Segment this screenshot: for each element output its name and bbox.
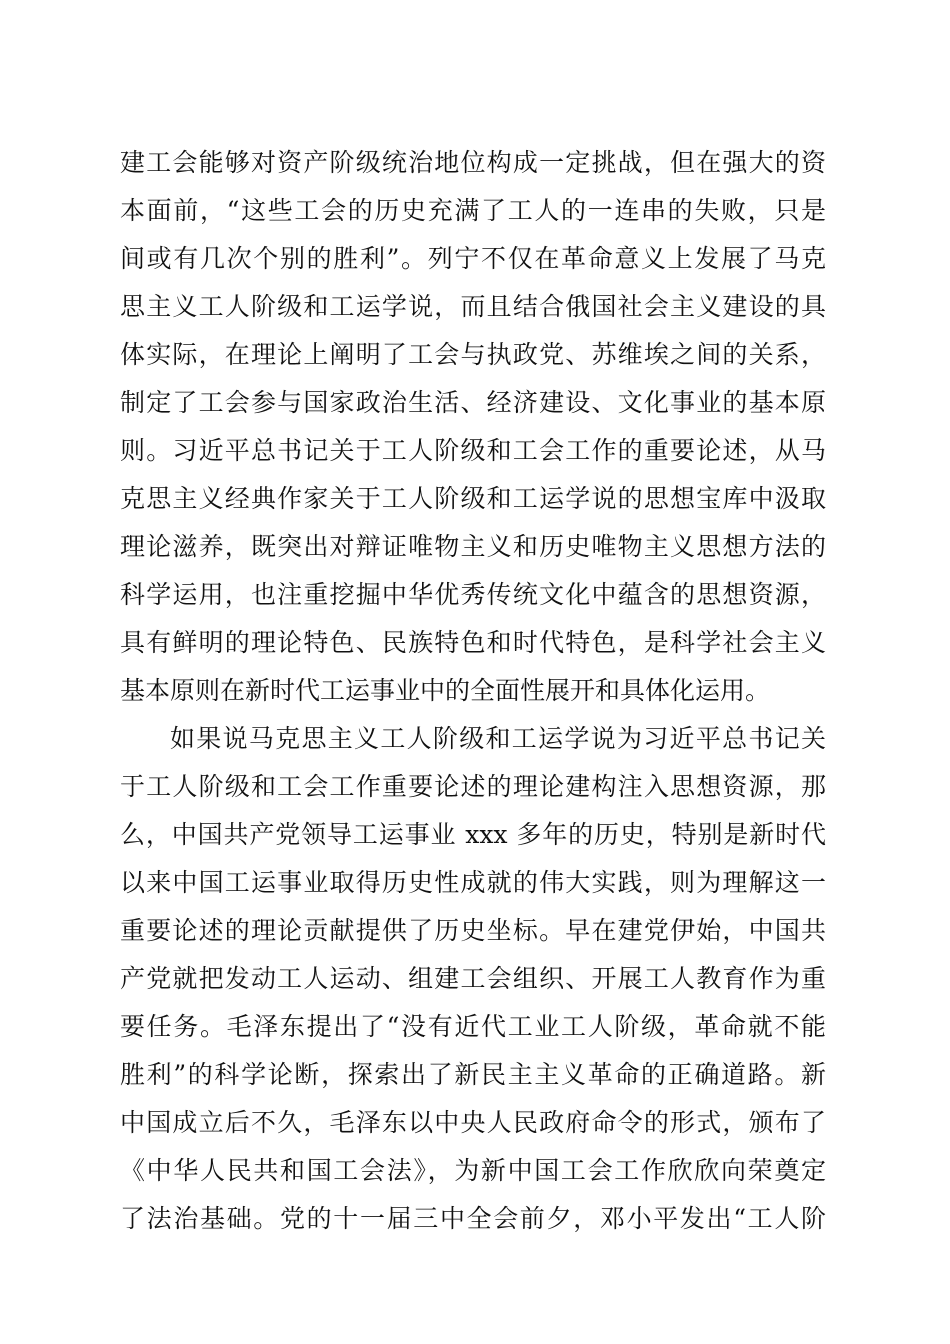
body-text <box>120 139 826 1243</box>
text-line: 克思主义经典作家关于工人阶级和工运学说的思想宝库中汲取 <box>120 484 826 513</box>
text-line: 基本原则在新时代工运事业中的全面性展开和具体化运用。 <box>120 676 771 705</box>
text-line: 重要论述的理论贡献提供了历史坐标。早在建党伊始，中国共 <box>120 916 826 945</box>
text-line: 制定了工会参与国家政治生活、经济建设、文化事业的基本原 <box>120 388 826 417</box>
text-line: 胜利”的科学论断，探索出了新民主主义革命的正确道路。新 <box>120 1060 826 1089</box>
text-line: 间或有几次个别的胜利”。列宁不仅在革命意义上发展了马克 <box>120 244 826 273</box>
text-line: 《中华人民共和国工会法》，为新中国工会工作欣欣向荣奠定 <box>120 1156 826 1185</box>
text-line: 具有鲜明的理论特色、民族特色和时代特色，是科学社会主义 <box>120 628 826 657</box>
text-line: 产党就把发动工人运动、组建工会组织、开展工人教育作为重 <box>120 964 826 993</box>
text-line: 要任务。毛泽东提出了“没有近代工业工人阶级，革命就不能 <box>120 1012 826 1041</box>
text-line: 于工人阶级和工会工作重要论述的理论建构注入思想资源，那 <box>120 772 826 801</box>
text-line: 思主义工人阶级和工运学说，而且结合俄国社会主义建设的具 <box>120 292 826 321</box>
paragraph-first-line: 如果说马克思主义工人阶级和工运学说为习近平总书记关 <box>170 724 826 753</box>
text-line: 中国成立后不久，毛泽东以中央人民政府命令的形式，颁布了 <box>120 1108 826 1137</box>
text-line: 体实际，在理论上阐明了工会与执政党、苏维埃之间的关系， <box>120 340 826 369</box>
text-line: 了法治基础。党的十一届三中全会前夕，邓小平发出“工人阶 <box>120 1204 826 1233</box>
text-line: 科学运用，也注重挖掘中华优秀传统文化中蕴含的思想资源， <box>120 580 826 609</box>
text-line: 理论滋养，既突出对辩证唯物主义和历史唯物主义思想方法的 <box>120 532 826 561</box>
text-line: 么，中国共产党领导工运事业 xxx 多年的历史，特别是新时代 <box>120 820 826 849</box>
text-line: 以来中国工运事业取得历史性成就的伟大实践，则为理解这一 <box>120 868 826 897</box>
text-line: 本面前，“这些工会的历史充满了工人的一连串的失败，只是 <box>120 196 826 225</box>
text-line: 则。习近平总书记关于工人阶级和工会工作的重要论述，从马 <box>120 436 826 465</box>
text-line: 建工会能够对资产阶级统治地位构成一定挑战，但在强大的资 <box>120 148 826 177</box>
